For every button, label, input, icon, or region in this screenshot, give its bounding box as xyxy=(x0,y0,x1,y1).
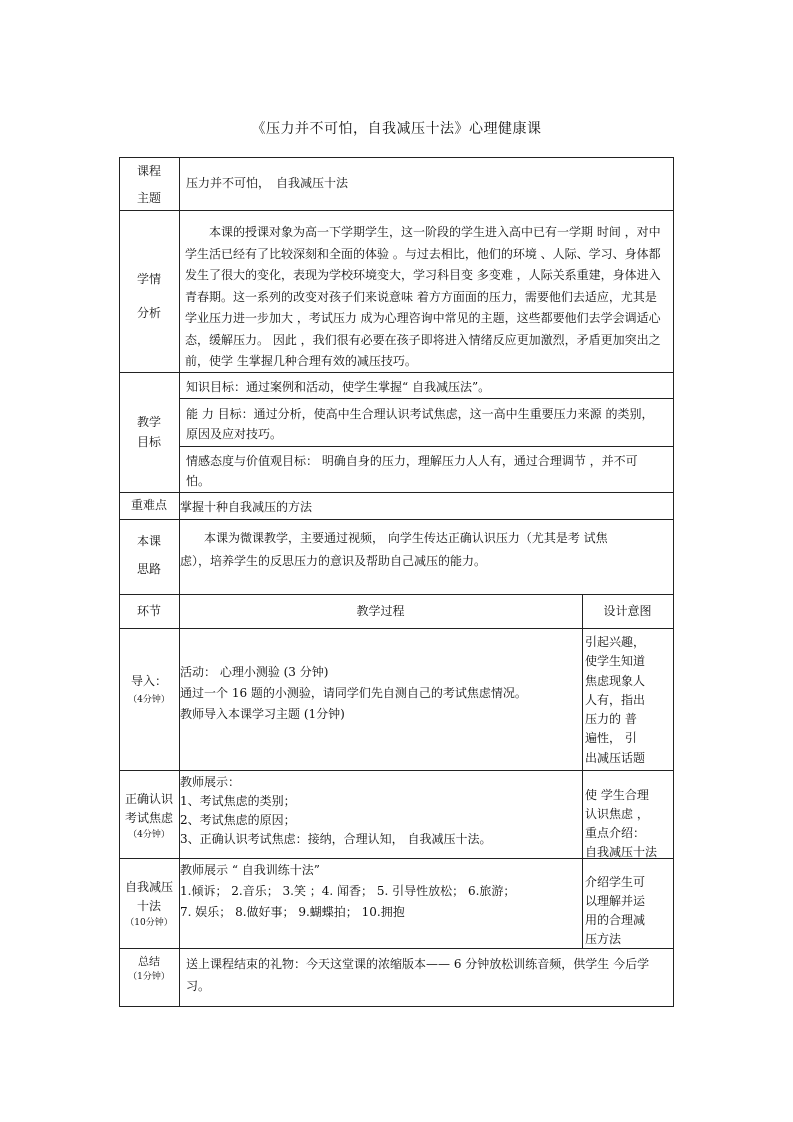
stage-intro-process: 活动： 心理小测验 (3 分钟) 通过一个 16 题的小测验，请同学们先自测自己的考试焦虑情况。 教师导入本课学习主题 (1分钟) xyxy=(180,665,527,721)
page-title: 《压力并不可怕，自我减压十法》心理健康课 xyxy=(251,121,542,137)
topic-label: 课程 主题 xyxy=(136,164,161,205)
stage-anxiety-intent: 使 学生合理 认识焦虑 ， 重点介绍： 自我减压十法 xyxy=(585,788,658,859)
topic-content: 压力并不可怕， 自我减压十法 xyxy=(186,176,349,190)
goal-emotion: 情感态度与价值观目标： 明确自身的压力，理解压力人人有，通过合理调节 ，并不可怕。 xyxy=(186,454,638,488)
stage-ten-methods-label: 自我减压 十法 （10分钟） xyxy=(124,880,173,928)
approach-content: 本课为微课教学，主要通过视频， 向学生传达正确认识压力（尤其是考 试焦虑），培养学生的反思压力的意识及帮助自己减压的能力。 xyxy=(180,531,608,568)
stage-summary-label: 总结 （1分钟） xyxy=(128,955,170,982)
stage-summary-process: 送上课程结束的礼物：今天这堂课的浓缩版本—— 6 分钟放松训练音频，供学生 今后学习。 xyxy=(186,957,650,993)
col-intent-header: 设计意图 xyxy=(603,604,652,618)
stage-ten-methods-process: 教师展示 “ 自我训练十法” 1.倾诉； 2.音乐； 3.笑 ；4. 闻香； 5. 引导性放松； 6.旅游； 7. 娱乐； 8.做好事； 9.蝴蝶拍； 10.拥抱 xyxy=(180,863,516,919)
goals-label: 教学 目标 xyxy=(136,415,161,449)
analysis-content: 本课的授课对象为高一下学期学生，这一阶段的学生进入高中已有一学期 时间 ，对中学生活已经有了比较深刻和全面的体验 。与过去相比，他们的环境 、人际、学习、身体都发生了很大的变化，表现为学校环境变大，学习科目变 多变难 ，人际关系重建，身体进入青春期。这一系列的改变对孩子们来说意味 着方方面面的压力，需要他们去适应，尤其是学业压力进一步加大 ，考试压力 成为心理咨询中常见的主题，这些都要他们去学会调适心态，缓解压力。 因此 ，我们很有必要在孩子即将进入情绪反应更加激烈，矛盾更加突出之前，使学 生掌握几种合理有效的减压技巧。 xyxy=(185,225,661,368)
stage-ten-methods-intent: 介绍学生可 以理解并运 用的合理减 压方法 xyxy=(585,875,646,946)
stage-intro-label: 导入： （4分钟） xyxy=(128,674,170,705)
goal-ability: 能 力 目标：通过分析，使高中生合理认识考试焦虑，这一高中生重要压力来源 的类别，原因及应对技巧。 xyxy=(186,407,654,441)
analysis-label: 学情 分析 xyxy=(136,272,161,320)
goal-knowledge: 知识目标：通过案例和活动，使学生掌握“ 自我减压法”。 xyxy=(186,380,491,394)
key-points-label: 重难点 xyxy=(130,498,167,512)
col-stage-header: 环节 xyxy=(136,604,161,618)
stage-anxiety-process: 教师展示： 1、考试焦虑的类别； 2、考试焦虑的原因； 3、正确认识考试焦虑：接纳，合理认知， 自我减压十法。 xyxy=(180,775,492,846)
stage-anxiety-label: 正确认识 考试焦虑 （4分钟） xyxy=(124,792,173,840)
key-points-content: 掌握十种自我减压的方法 xyxy=(180,500,313,514)
stage-intro-intent: 引起兴趣， 使学生知道 焦虑现象人 人有，指出 压力的 普 遍性， 引 出减压话题 xyxy=(585,635,646,765)
approach-label: 本课 思路 xyxy=(136,534,161,576)
col-process-header: 教学过程 xyxy=(356,604,405,618)
